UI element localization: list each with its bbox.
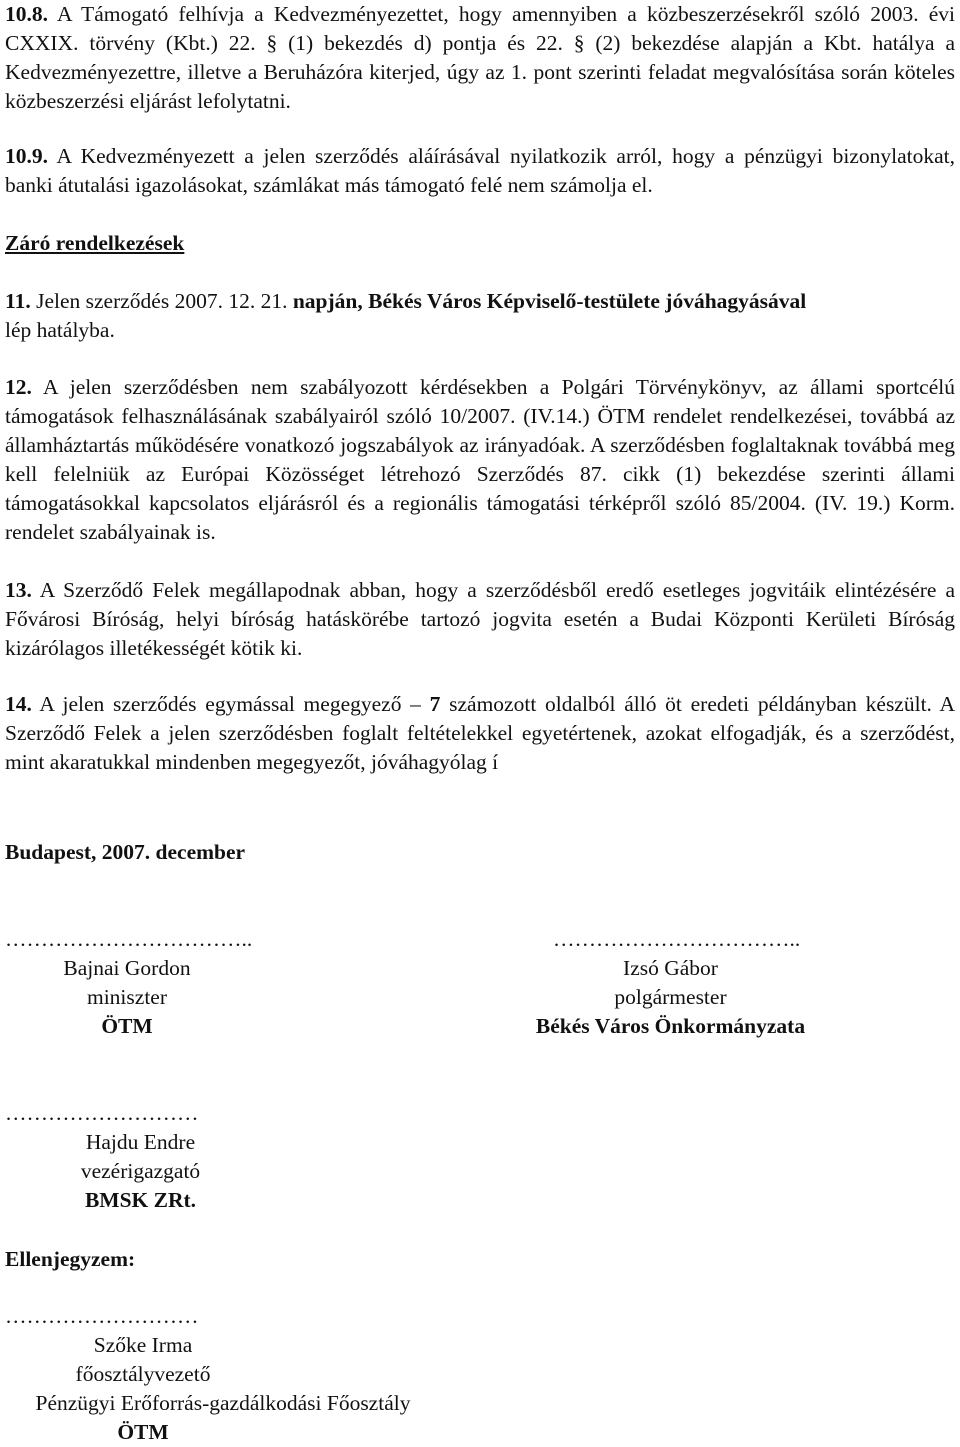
section-10-9 [5,142,955,200]
section-number: 10.9. [5,144,48,168]
section-text-cont: számozott oldalból álló öt eredeti példányban készült. A Szerződő Felek a jelen szerződésben foglalt feltételekkel egyetértenek, azokat elfogadják, és a szerződést, mint akaratukkal mindenben megegyezőt, jóváhagyólag í [5,692,955,774]
place-date: Budapest, 2007. december [5,840,246,864]
signature-line: …………………………….. [553,927,801,951]
section-text: A Kedvezményezett a jelen szerződés aláírásával nyilatkozik arról, hogy a pénzügyi bizonylatokat, banki átutalási igazolásokat, számlákat más támogató felé nem számolja el. [5,144,955,197]
signer-title: vezérigazgató [80,1159,201,1183]
section-number: 10.8. [5,2,48,26]
section-13 [5,576,955,663]
section-text-bold: napján, Békés Város Képviselő-testülete jóváhagyásával [287,289,807,313]
section-text: A Támogató felhívja a Kedvezményezettet, hogy amennyiben a közbeszerzésekről szóló 2003. évi CXXIX. törvény (Kbt.) 22. § (1) bekezdés d) pontja és 22. § (2) bekezdése alapján a Kbt. hatálya a Kedvezményezettre, illetve a Beruházóra kiterjed, úgy az 1. pont szerinti feladat megvalósítása során köteles közbeszerzési eljárást lefolytatni. [5,2,955,113]
section-number: 11. [5,289,31,313]
signature-line: ……………………… [5,1304,199,1328]
signer-title: főosztályvezető [75,1362,211,1386]
section-text: A Szerződő Felek megállapodnak abban, hogy a szerződésből eredő esetleges jogvitáik elintézésére a Fővárosi Bíróság, helyi bíróság hatáskörébe tartozó jogvita esetén a Budai Központi Kerületi Bíróság kizárólagos illetékességét kötik ki. [5,578,955,660]
section-12 [5,373,955,547]
countersign-block [5,1302,441,1447]
signer-org: ÖTM [117,1420,169,1444]
closing-provisions-heading: Záró rendelkezések [5,231,185,255]
section-11 [5,287,955,345]
signature-block-right [535,925,893,1041]
section-text: A jelen szerződésben nem szabályozott kérdésekben a Polgári Törvénykönyv, az állami sportcélú támogatások felhasználásának szabályairól szóló 10/2007. (IV.14.) ÖTM rendelet rendelkezései, továbbá az államháztartás működésére vonatkozó jogszabályok az irányadóak. A szerződésben foglaltaknak továbbá meg kell felelniük az Európai Közösséget létrehozó Szerződés 87. cikk (1) bekezdése szerinti állami támogatásokkal kapcsolatos eljárásról és a regionális támogatási térképről szóló 85/2004. (IV. 19.) Korm. rendelet szabályainak is. [5,375,955,544]
signer-title: miniszter [86,985,167,1009]
signer-name: Izsó Gábor [623,956,718,980]
section-14 [5,690,955,777]
section-text: A jelen szerződés egymással megegyező – [31,692,430,716]
countersign-label: Ellenjegyzem: [5,1247,136,1271]
section-number: 13. [5,578,32,602]
signer-org: BMSK ZRt. [84,1188,197,1212]
signer-name: Bajnai Gordon [63,956,191,980]
signer-name: Hajdu Endre [85,1130,196,1154]
signature-line: ……………………… [5,1101,199,1125]
section-10-8 [5,0,955,116]
section-number: 12. [5,375,32,399]
signature-line: …………………………….. [5,927,253,951]
signer-title: polgármester [614,985,727,1009]
signature-block-third [5,1099,285,1215]
section-text: Jelen szerződés 2007. 12. 21. [30,289,288,313]
page-count: 7 [429,692,441,716]
signer-unit: Pénzügyi Erőforrás-gazdálkodási Főosztály [35,1391,411,1415]
section-number: 14. [5,692,32,716]
section-text-end: lép hatályba. [5,318,115,342]
signature-block-left [5,925,345,1041]
signer-org: Békés Város Önkormányzata [535,1014,806,1038]
signer-org: ÖTM [101,1014,153,1038]
signer-name: Szőke Irma [93,1333,193,1357]
